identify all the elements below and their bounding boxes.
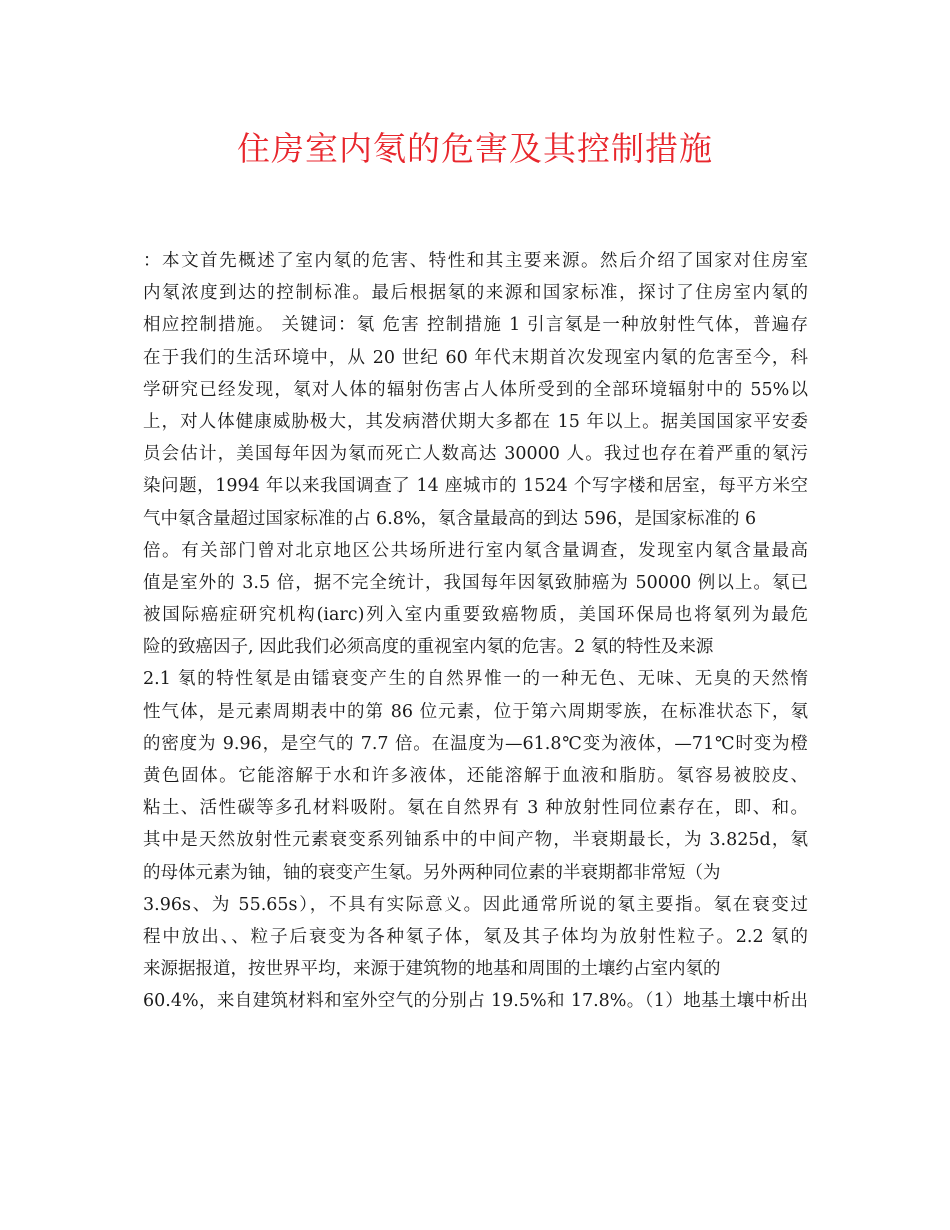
body-line: 2.1 氡的特性氡是由镭衰变产生的自然界惟一的一种无色、无味、无臭的天然惰 xyxy=(143,669,808,690)
body-line: 性气体，是元素周期表中的第 86 位元素，位于第六周期零族，在标准状态下，氡 xyxy=(143,701,808,722)
body-line: 学研究已经发现，氡对人体的辐射伤害占人体所受到的全部环境辐射中的 55%以 xyxy=(143,379,808,400)
body-line: 在于我们的生活环境中，从 20 世纪 60 年代末期首次发现室内氡的危害至今，科 xyxy=(143,347,808,368)
body-line: 被国际癌症研究机构(iarc)列入室内重要致癌物质，美国环保局也将氡列为最危 xyxy=(143,605,808,626)
body-line: ：本文首先概述了室内氡的危害、特性和其主要来源。然后介绍了国家对住房室 xyxy=(143,251,808,271)
body-line: 气中氡含量超过国家标准的占 6.8%，氡含量最高的到达 596，是国家标准的 6 xyxy=(143,508,757,529)
body-line: 上，对人体健康威胁极大，其发病潜伏期大多都在 15 年以上。据美国国家平安委 xyxy=(143,411,808,432)
body-line: 倍。有关部门曾对北京地区公共场所进行室内氡含量调查，发现室内氡含量最高 xyxy=(143,540,808,561)
document-title: 住房室内氡的危害及其控制措施 xyxy=(237,129,713,168)
body-line: 3.96s、为 55.65s），不具有实际意义。因此通常所说的氡主要指。氡在衰变过 xyxy=(143,894,808,915)
body-line: 的母体元素为铀，铀的衰变产生氡。另外两种同位素的半衰期都非常短（为 xyxy=(143,862,721,883)
body-line: 程中放出、、粒子后衰变为各种氡子体，氡及其子体均为放射性粒子。2.2 氡的 xyxy=(143,926,808,947)
body-line: 来源据报道，按世界平均，来源于建筑物的地基和周围的土壤约占室内氡的 xyxy=(143,959,721,980)
body-line: 相应控制措施。 关键词：氡 危害 控制措施 1 引言氡是一种放射性气体，普遍存 xyxy=(143,315,808,336)
body-line: 黄色固体。它能溶解于水和许多液体，还能溶解于血液和脂肪。氡容易被胶皮、 xyxy=(143,766,808,786)
body-line: 其中是天然放射性元素衰变系列铀系中的中间产物，半衰期最长，为 3.825d，氡 xyxy=(143,830,808,851)
body-line: 险的致癌因子, 因此我们必须高度的重视室内氡的危害。2 氡的特性及来源 xyxy=(143,637,714,658)
body-line: 员会估计，美国每年因为氡而死亡人数高达 30000 人。我过也存在着严重的氡污 xyxy=(143,444,808,465)
body-line: 的密度为 9.96，是空气的 7.7 倍。在温度为—61.8℃变为液体，—71℃时变为橙 xyxy=(143,733,808,754)
document-body xyxy=(143,245,808,1018)
body-line: 粘土、活性碳等多孔材料吸附。氡在自然界有 3 种放射性同位素存在，即、和。 xyxy=(143,798,808,819)
body-line: 60.4%，来自建筑材料和室外空气的分别占 19.5%和 17.8%。（1）地基土壤中析出 xyxy=(143,991,808,1012)
body-line: 染问题，1994 年以来我国调查了 14 座城市的 1524 个写字楼和居室，每平方米空 xyxy=(143,476,808,497)
body-line: 值是室外的 3.5 倍，据不完全统计，我国每年因氡致肺癌为 50000 例以上。氡已 xyxy=(143,572,808,593)
body-line: 内氡浓度到达的控制标准。最后根据氡的来源和国家标准，探讨了住房室内氡的 xyxy=(143,283,808,304)
